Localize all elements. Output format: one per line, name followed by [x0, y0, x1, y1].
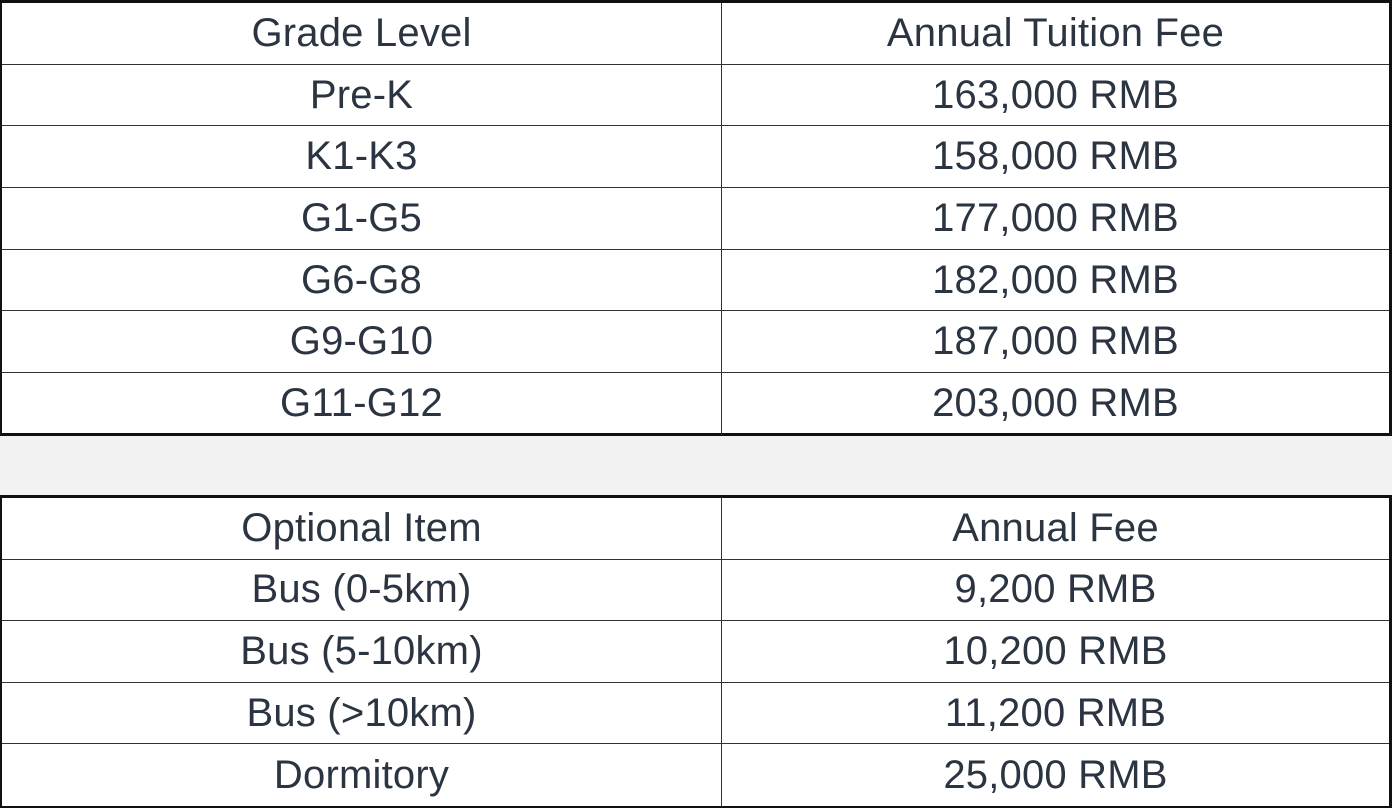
header-optional-item: Optional Item — [2, 498, 722, 559]
table-row — [2, 683, 1389, 745]
tuition-fee-cell: 158,000 RMB — [932, 134, 1179, 179]
header-annual-tuition-fee: Annual Tuition Fee — [886, 10, 1225, 55]
table-row — [2, 621, 1389, 683]
header-grade-level: Grade Level — [2, 3, 722, 64]
table-row — [2, 373, 1389, 435]
optional-item-cell: Bus (5-10km) — [2, 621, 722, 682]
table-row — [2, 560, 1389, 622]
table-row — [2, 311, 1389, 373]
tuition-fee-cell: 163,000 RMB — [932, 72, 1179, 117]
table-row — [2, 126, 1389, 188]
annual-fee-cell: 25,000 RMB — [943, 752, 1168, 797]
grade-level-cell: K1-K3 — [2, 126, 722, 187]
tuition-fee-cell: 177,000 RMB — [932, 195, 1179, 240]
table-row — [2, 744, 1389, 806]
table-separator — [0, 436, 1392, 495]
optional-item-cell: Bus (0-5km) — [2, 560, 722, 621]
annual-fee-cell: 11,200 RMB — [944, 690, 1167, 735]
annual-fee-cell: 9,200 RMB — [954, 567, 1157, 612]
tuition-fee-cell: 182,000 RMB — [932, 257, 1179, 302]
tuition-fee-cell: 203,000 RMB — [932, 381, 1179, 426]
table-header-row — [2, 3, 1389, 65]
grade-level-cell: G6-G8 — [2, 250, 722, 311]
table-row — [2, 65, 1389, 127]
header-annual-fee: Annual Fee — [952, 505, 1159, 550]
annual-fee-cell: 10,200 RMB — [943, 628, 1168, 673]
table-row — [2, 250, 1389, 312]
optional-item-cell: Bus (>10km) — [2, 683, 722, 744]
grade-level-cell: G1-G5 — [2, 188, 722, 249]
optional-item-cell: Dormitory — [2, 744, 722, 806]
table-row — [2, 188, 1389, 250]
table-header-row — [2, 498, 1389, 560]
grade-level-cell: Pre-K — [2, 65, 722, 126]
grade-level-cell: G9-G10 — [2, 311, 722, 372]
grade-level-cell: G11-G12 — [2, 373, 722, 435]
optional-fee-table — [0, 495, 1392, 808]
tuition-fee-cell: 187,000 RMB — [932, 319, 1179, 364]
